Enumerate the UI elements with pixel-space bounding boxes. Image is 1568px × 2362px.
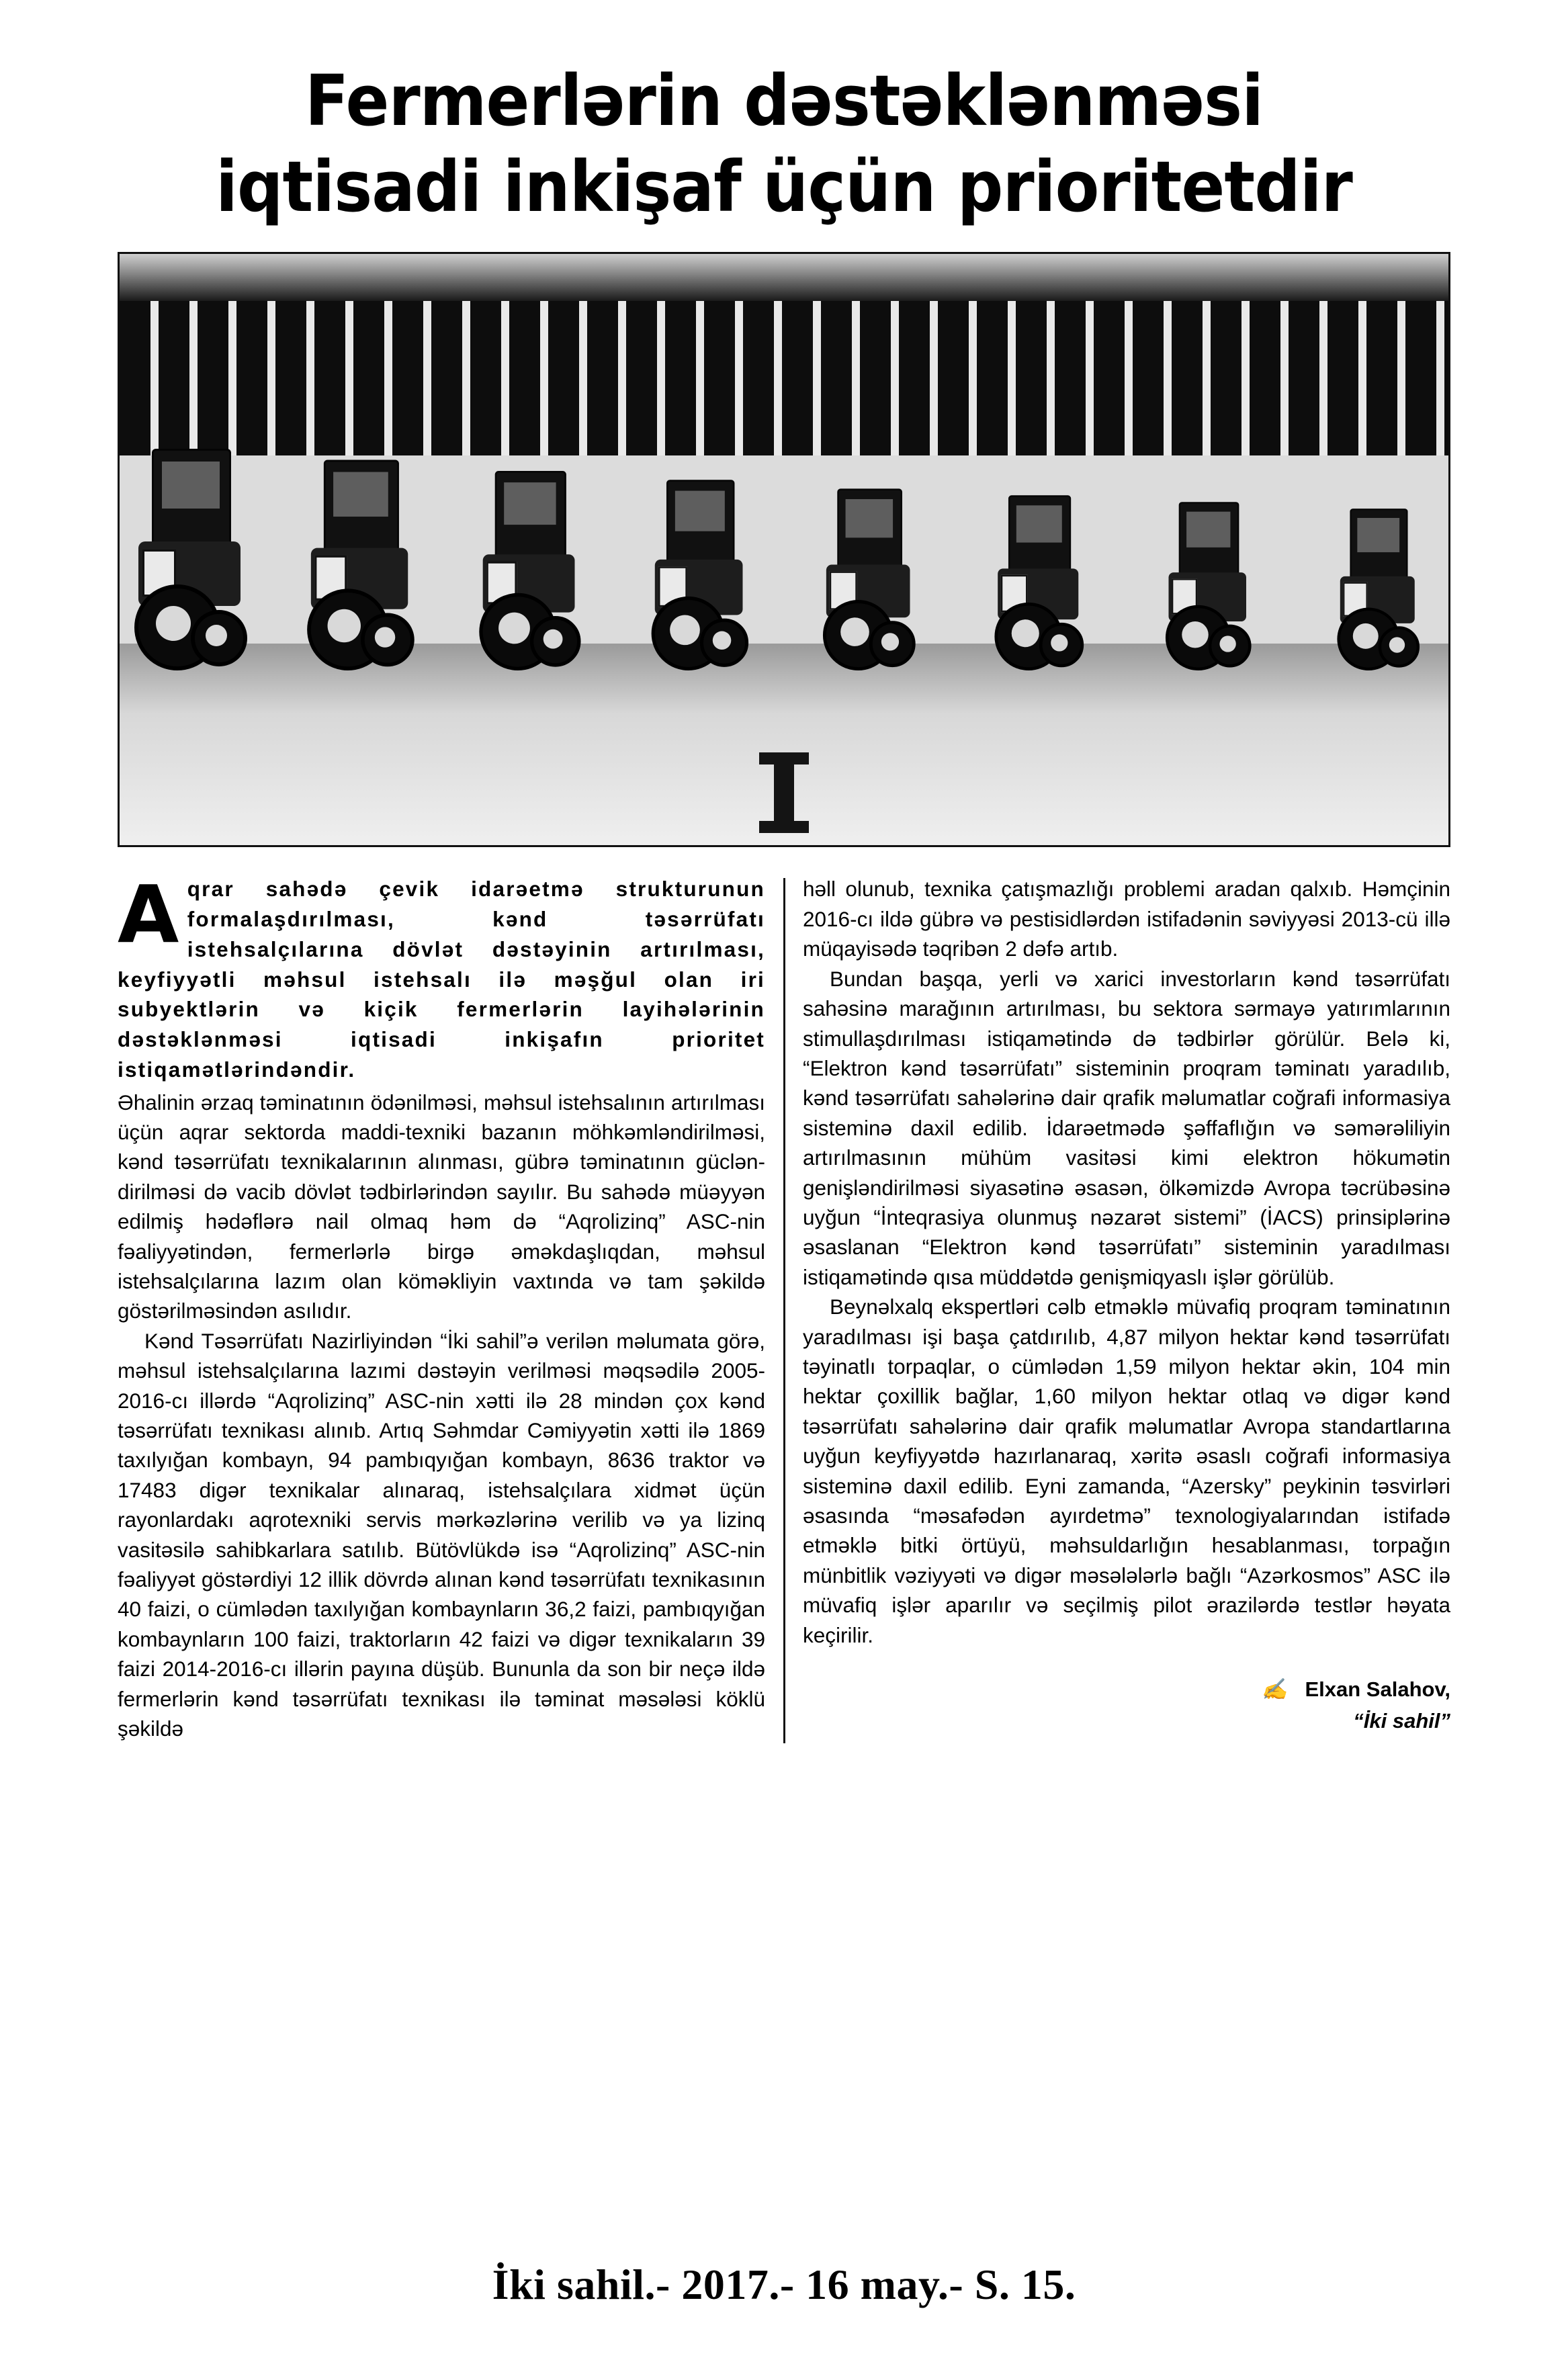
headline-line-2: iqtisadi inkişaf üçün prioritetdir xyxy=(216,146,1352,228)
right-column xyxy=(803,874,1450,1743)
paragraph: Əhalinin ərzaq təminatının ödənilməsi, məhsul istehsalının artırılması üçün aqrar sektorda maddi-texniki bazanın möhkəmləndirilməsi, kənd təsərrüfatı texnikalarının alınması, gübrə təminatının gücləndirilməsi də vacib dövlət tədbirlərindən sayılır. Bu sahədə müəyyən edilmiş hədəflərə nail olmaq həm də “Aqrolizinq” ASC-nin fəaliyyətindən, fermerlərlə birgə əməkdaşlıqdan, məhsul istehsalçılarına lazım olan köməkliyin vaxtında və tam şəkildə göstərilməsindən asılıdır. xyxy=(118,1090,765,1323)
pen-icon: ✍ xyxy=(1261,1677,1288,1702)
footer-citation xyxy=(0,2260,1568,2310)
tractor-icon xyxy=(1165,502,1252,671)
tractor-icon xyxy=(650,480,748,671)
paragraph: həll olunub, texnika çatışmazlığı problemi aradan qalxıb. Həmçinin 2016-cı ildə gübrə və pestisidlərdən istifadənin səviyyəsi 2013-cü illə müqayisədə təqribən 2 dəfə artıb. xyxy=(803,877,1450,961)
author-name: Elxan Salahov, xyxy=(1305,1677,1450,1702)
tractors-in-warehouse-photo xyxy=(118,252,1450,847)
tractor-icon xyxy=(306,460,415,671)
lede-text: qrar sahədə çevik idarəetmə strukturunun formalaşdırılması, kənd təsərrüfatı istehsalçılarına dövlət dəstəyinin artırılması, keyfiyyətli məhsul istehsalı ilə məşğul olan iri subyektlərin və kiçik fermerlərin layihələrinin dəstəklənməsi iqtisadi inkişafın prioritet istiqamətlərindəndir. xyxy=(118,877,765,1082)
left-column xyxy=(118,868,765,1743)
paragraph: Bundan başqa, yerli və xarici investorların kənd təsərrüfatı sahəsinə marağının artırılması, bu sektora sərmayə yatırımlarının stimullaşdırılması istiqamətində də tədbirlər görülür. Belə ki, “Elektron kənd təsərrüfatı” sisteminin proqram təminatı yaradılıb, kənd təsərrüfatı sahələrinə dair qrafik məlumatlar coğrafi informasiya sisteminə daxil edilib. İdarəetmədə şəffaflığın və səmərəliliyin artırılmasının mühüm vasitəsi kimi elektron hökumətin genişləndirilməsi siyasətinə əsasən, ölkəmizdə Avropa təcrübəsinə uyğun “İnteqrasiya olunmuş nəzarət sistemi” (İACS) prinsiplərinə əsaslanan “Elektron kənd təsərrüfatı” sisteminin yaradılması istiqamətində qısa müddətdə genişmiqyaslı işlər görülüb. xyxy=(803,966,1450,1289)
lede-paragraph xyxy=(118,868,765,1084)
tractor-icon xyxy=(133,449,247,670)
tractor-row xyxy=(120,375,1448,670)
article-body xyxy=(118,868,1450,1743)
tractor-icon xyxy=(994,496,1084,671)
warehouse-roof xyxy=(120,254,1448,301)
drop-cap: A xyxy=(118,868,179,961)
floor-post xyxy=(774,752,794,833)
tractor-icon xyxy=(822,489,916,671)
citation-text: İki sahil.- 2017.- 16 may.- S. 15. xyxy=(492,2261,1076,2308)
paragraph: Kənd Təsərrüfatı Nazirliyindən “İki sahil”ə verilən məlumata görə, məhsul istehsalçılarına lazımi dəstəyin verilməsi məqsədilə 2005-2016-cı illərdə “Aqrolizinq” ASC-nin xətti ilə 28 mindən çox kənd təsərrüfatı texnikası alınıb. Artıq Səhmdar Cəmiyyətin xətti ilə 1869 taxılyığan kombayn, 94 pambıqyığan kombayn, 8636 traktor və 17483 digər texnikalar alınaraq, istehsalçılara xidmət üçün rayonlardakı aqrotexniki servis mərkəzlərinə verilib və ya lizinq vasitəsilə sahibkarlara satılıb. Bütövlükdə isə “Aqrolizinq” ASC-nin fəaliyyət göstərdiyi 12 illik dövrdə alınan kənd təsərrüfatı texnikasının 40 faizi, o cümlədən taxılyığan kombaynların 36,2 faizi, pambıqyığan kombaynların 100 faizi, traktorların 42 faizi və digər texnikaların 39 faizi 2014-2016-cı illərin payına düşüb. Bununla da son bir neçə ildə fermerlərin kənd təsərrüfatı texnikası ilə təminat məsələsi köklü şəkildə xyxy=(118,1328,765,1741)
author-source: “İki sahil” xyxy=(1353,1708,1450,1733)
headline-line-1: Fermerlərin dəstəklənməsi xyxy=(304,60,1264,142)
paragraph: Beynəlxalq ekspertləri cəlb etməklə müvafiq proqram təminatının yaradılması işi başa çatdırılıb, 4,87 milyon hektar kənd təsərrüfatı təyinatlı torpaqlar, o cümlədən 1,59 milyon hektar əkin, 104 min hektar çoxillik bağlar, 1,60 milyon hektar otlaq və digər kənd təsərrüfatı sahələrinə dair qrafik məlumatlar Avropa standartlarına uyğun keyfiyyətdə hazırlanaraq, xəritə əsaslı coğrafi informasiya sisteminə daxil edilib. Eyni zamanda, “Azersky” peykinin təsvirləri əsasında “məsafədən ayırdetmə” texnologiyalarından istifadə etməklə bitki örtüyü, məhsuldarlığın hesablanması, torpağın münbitlik vəziyyəti və digər məsələlərlə bağlı “Azərkosmos” ASC ilə müvafiq işlər aparılır və seçilmiş pilot ərazilərdə testlər həyata keçirilir. xyxy=(803,1295,1450,1647)
tractor-icon xyxy=(478,471,581,670)
page-title xyxy=(0,0,1568,228)
article-signature xyxy=(803,1674,1450,1737)
tractor-icon xyxy=(1336,509,1420,671)
